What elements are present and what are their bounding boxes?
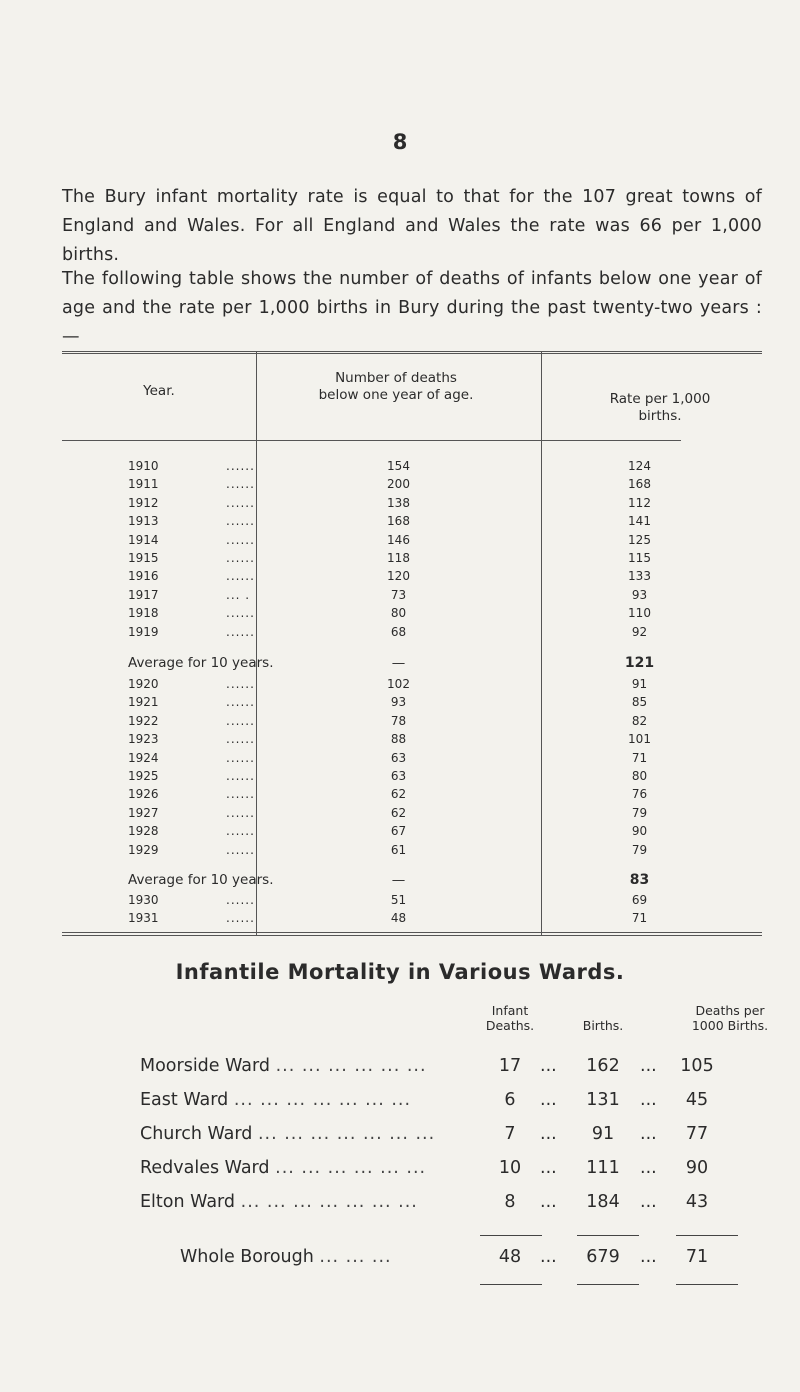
row-year: 1927 [128,805,159,820]
ward-row: Elton Ward ... ... ... ... ... ... ... 8 ... 184 ... 43 [0,1192,800,1222]
row-rate: 79 [631,842,648,857]
row-year: 1916 [128,569,159,584]
row-rate: 93 [631,587,648,602]
ward-total-rate: 71 [685,1247,709,1267]
ward-births: 184 [586,1192,620,1212]
ward-name: Elton Ward ... ... ... ... ... ... ... [140,1192,418,1212]
row-year: 1920 [128,677,159,691]
average-rate: 83 [629,872,650,888]
row-leader: ...... [226,805,255,820]
row-leader: ...... [226,569,255,584]
row-rate: 110 [628,606,651,621]
row-rate: 71 [631,911,648,926]
table-row [0,824,800,843]
row-year: 1926 [128,787,159,802]
row-leader: ...... [226,495,255,510]
row-leader: ...... [226,514,255,529]
ward-row: Redvales Ward ... ... ... ... ... ... 10 ... 111 ... 90 [0,1158,800,1188]
ward-rate: 77 [685,1124,709,1144]
row-year: 1918 [128,606,159,621]
row-deaths: 63 [390,769,407,783]
row-year: 1928 [128,824,159,839]
row-leader: ...... [226,606,255,621]
header-deaths-per-1000: Deaths per 1000 Births. [691,1003,769,1033]
row-leader: ...... [226,824,255,839]
ward-births: 162 [586,1056,620,1076]
ward-row: Church Ward ... ... ... ... ... ... ... 7 ... 91 ... 77 [0,1124,800,1154]
row-rate: 71 [631,750,648,765]
row-leader: ...... [226,459,255,473]
ward-infant-deaths: 7 [504,1124,516,1144]
row-deaths: 51 [390,893,407,907]
row-deaths: 154 [387,459,410,473]
table-row [0,606,800,625]
row-leader: ...... [226,695,255,710]
row-year: 1917 [128,587,159,602]
row-leader: ...... [226,677,255,691]
row-year: 1910 [128,459,159,473]
ward-births: 111 [586,1158,620,1178]
row-leader: ... . [226,587,251,602]
table-row [0,769,800,788]
row-leader: ...... [226,842,255,857]
average-row-1 [0,655,800,674]
table-row [0,751,800,770]
table-row [0,714,800,733]
header-deaths: Number of deaths below one year of age. [318,370,474,403]
row-deaths: 118 [387,551,410,565]
row-year: 1929 [128,842,159,857]
row-deaths: 146 [387,532,410,547]
average-deaths: — [391,655,406,671]
row-deaths: 102 [387,677,410,691]
wards-title: Infantile Mortality in Various Wards. [175,960,625,984]
row-deaths: 78 [390,713,407,728]
row-rate: 69 [631,893,648,907]
row-year: 1931 [128,911,159,926]
table-row [0,459,800,478]
table-row [0,625,800,644]
row-rate: 141 [628,514,651,529]
row-year: 1923 [128,732,159,747]
page-number: 8 [392,130,408,154]
row-rate: 76 [631,787,648,802]
row-year: 1913 [128,514,159,529]
row-leader: ...... [226,787,255,802]
table-row [0,806,800,825]
row-deaths: 63 [390,750,407,765]
header-infant-deaths: Infant Deaths. [485,1003,535,1033]
ward-infant-deaths: 10 [498,1158,522,1178]
row-rate: 79 [631,805,648,820]
row-deaths: 61 [390,842,407,857]
ward-births: 91 [591,1124,615,1144]
average-rate: 121 [624,655,655,671]
row-deaths: 120 [387,569,410,584]
row-leader: ...... [226,769,255,783]
table-intro-paragraph: The following table shows the number of deaths of infants below one year of age and the rate per 1,000 births in Bury during the past twenty-two years :— [62,269,762,347]
ward-total-births: 679 [586,1247,620,1267]
row-year: 1915 [128,551,159,565]
row-deaths: 62 [390,787,407,802]
row-deaths: 80 [390,606,407,621]
row-rate: 82 [631,713,648,728]
table-row [0,787,800,806]
ward-rate: 105 [680,1056,714,1076]
table-row [0,514,800,533]
row-rate: 101 [628,732,651,747]
row-rate: 168 [628,477,651,492]
row-year: 1911 [128,477,159,492]
ward-rate: 45 [685,1090,709,1110]
row-year: 1919 [128,624,159,639]
row-deaths: 68 [390,624,407,639]
ward-infant-deaths: 8 [504,1192,516,1212]
ward-infant-deaths: 6 [504,1090,516,1110]
average-label: Average for 10 years. [128,872,274,888]
row-deaths: 138 [387,495,410,510]
row-rate: 90 [631,824,648,839]
row-leader: ...... [226,750,255,765]
row-leader: ...... [226,477,255,492]
intro-paragraph: The Bury infant mortality rate is equal to that for the 107 great towns of England and Wales. For all England and Wales the rate was 66 per 1,000 births. [62,187,762,265]
table-row [0,732,800,751]
row-leader: ...... [226,624,255,639]
row-year: 1930 [128,893,159,907]
row-year: 1922 [128,713,159,728]
row-rate: 80 [631,769,648,783]
header-year: Year. [143,383,175,399]
header-rate: Rate per 1,000 births. [609,391,711,424]
ward-total-row: Whole Borough ... ... ... 48 ... 679 ... 71 [0,1247,800,1277]
ward-name: East Ward ... ... ... ... ... ... ... [140,1090,412,1110]
row-rate: 124 [628,459,651,473]
row-year: 1912 [128,495,159,510]
ward-total-deaths: 48 [498,1247,522,1267]
table-row [0,588,800,607]
row-leader: ...... [226,911,255,926]
header-births: Births. [582,1018,624,1033]
row-rate: 85 [631,695,648,710]
row-deaths: 200 [387,477,410,492]
row-rate: 112 [628,495,651,510]
row-deaths: 67 [390,824,407,839]
row-deaths: 93 [390,695,407,710]
ward-total-name: Whole Borough ... ... ... [180,1247,392,1267]
table-row [0,496,800,515]
ward-row: Moorside Ward ... ... ... ... ... ... 17 ... 162 ... 105 [0,1056,800,1086]
row-leader: ...... [226,893,255,907]
row-year: 1925 [128,769,159,783]
ward-name: Redvales Ward ... ... ... ... ... ... [140,1158,427,1178]
row-deaths: 168 [387,514,410,529]
ward-name: Moorside Ward ... ... ... ... ... ... [140,1056,427,1076]
table-row [0,843,800,862]
average-deaths: — [391,872,406,888]
row-leader: ...... [226,551,255,565]
row-year: 1921 [128,695,159,710]
table-row [0,893,800,912]
row-rate: 91 [631,677,648,691]
row-year: 1914 [128,532,159,547]
row-rate: 133 [628,569,651,584]
row-leader: ...... [226,713,255,728]
table-row [0,477,800,496]
table-row [0,533,800,552]
row-rate: 92 [631,624,648,639]
ward-infant-deaths: 17 [498,1056,522,1076]
average-row-2 [0,872,800,891]
ward-births: 131 [586,1090,620,1110]
table-row [0,911,800,930]
ward-rate: 90 [685,1158,709,1178]
row-deaths: 88 [390,732,407,747]
row-rate: 125 [628,532,651,547]
ward-rate: 43 [685,1192,709,1212]
table-row [0,569,800,588]
row-deaths: 48 [390,911,407,926]
ward-row: East Ward ... ... ... ... ... ... ... 6 ... 131 ... 45 [0,1090,800,1120]
table-row [0,695,800,714]
row-leader: ...... [226,532,255,547]
row-rate: 115 [628,551,651,565]
row-leader: ...... [226,732,255,747]
average-label: Average for 10 years. [128,655,274,671]
row-year: 1924 [128,750,159,765]
table-row [0,551,800,570]
row-deaths: 73 [390,587,407,602]
table-row [0,677,800,696]
row-deaths: 62 [390,805,407,820]
ward-name: Church Ward ... ... ... ... ... ... ... [140,1124,436,1144]
